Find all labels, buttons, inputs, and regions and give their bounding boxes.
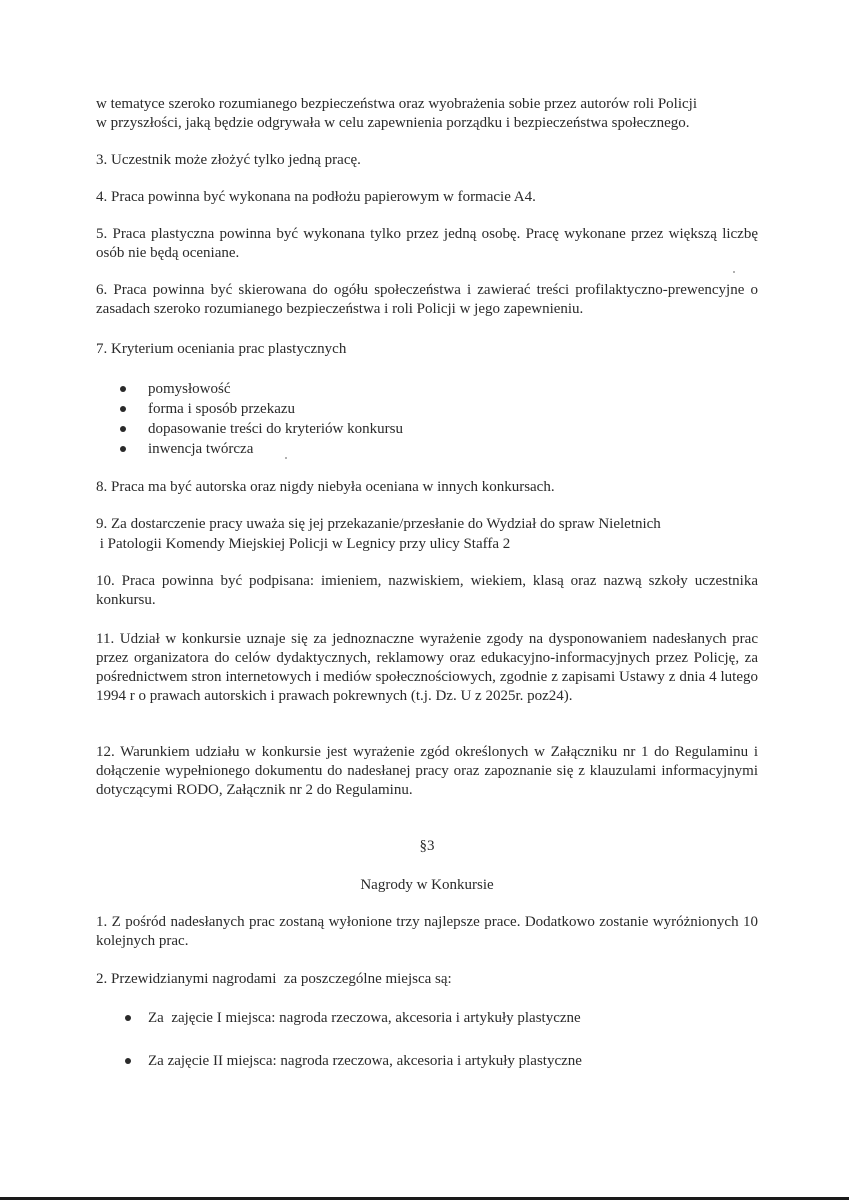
paragraph-10: 10. Praca powinna być podpisana: imieniem, nazwiskiem, wiekiem, klasą oraz nazwą szkoły uczestnika konkursu. [96, 573, 758, 608]
paragraph-11: 11. Udział w konkursie uznaje się za jednoznaczne wyrażenie zgody na dysponowaniem nadesłanych prac przez organizatora do celów dydaktycznych, reklamowy oraz edukacyjno-informacyjnych przez Policję, za pośrednictwem stron internetowych i mediów społecznościowych, zgodnie z zapisami Ustawy z dnia 4 lutego 1994 r o prawach autorskich i prawach pokrewnych (t.j. Dz. U z 2025r. poz24). [96, 631, 758, 704]
section-symbol: §3 [419, 838, 435, 854]
paragraph-7-intro: 7. Kryterium oceniania prac plastycznych [96, 341, 347, 357]
paragraph-3: 3. Uczestnik może złożyć tylko jedną pracę. [96, 152, 361, 168]
list-item: dopasowanie treści do kryteriów konkursu [96, 419, 403, 439]
paragraph-4: 4. Praca powinna być wykonana na podłożu papierowym w formacie A4. [96, 189, 536, 205]
section-3-paragraph-2-intro: 2. Przewidzianymi nagrodami za poszczególne miejsca są: [96, 971, 452, 987]
paragraph-12: 12. Warunkiem udziału w konkursie jest wyrażenie zgód określonych w Załączniku nr 1 do Regulaminu i dołączenie wypełnionego dokumentu do nadesłanej pracy oraz zapoznanie się z klauzulami informacyjnymi dotyczącymi RODO, Załącznik nr 2 do Regulaminu. [96, 744, 758, 798]
criteria-list [96, 379, 403, 459]
paragraph-8: 8. Praca ma być autorska oraz nigdy niebyła oceniana w innych konkursach. [96, 479, 555, 495]
list-item: Za zajęcie II miejsca: nagroda rzeczowa, akcesoria i artykuły plastyczne [96, 1051, 582, 1071]
paragraph-5: 5. Praca plastyczna powinna być wykonana tylko przez jedną osobę. Pracę wykonane przez większą liczbę osób nie będą oceniane. [96, 226, 758, 261]
scan-speck [733, 271, 735, 273]
list-item: Za zajęcie I miejsca: nagroda rzeczowa, akcesoria i artykuły plastyczne [96, 1008, 582, 1028]
paragraph-9-line-2: i Patologii Komendy Miejskiej Policji w Legnicy przy ulicy Staffa 2 [96, 536, 511, 552]
section-title: Nagrody w Konkursie [360, 877, 494, 893]
paragraph-9-line-1: 9. Za dostarczenie pracy uważa się jej przekazanie/przesłanie do Wydział do spraw Nieletnich [96, 516, 661, 532]
intro-line-2: w przyszłości, jaką będzie odgrywała w celu zapewnienia porządku i bezpieczeństwa społecznego. [96, 115, 690, 131]
prizes-list [96, 1008, 582, 1094]
list-item: inwencja twórcza [96, 439, 403, 459]
paragraph-6: 6. Praca powinna być skierowana do ogółu społeczeństwa i zawierać treści profilaktyczno-prewencyjne o zasadach szeroko rozumianego bezpieczeństwa i roli Policji w jego zapewnieniu. [96, 282, 758, 317]
intro-line-1: w tematyce szeroko rozumianego bezpieczeństwa oraz wyobrażenia sobie przez autorów roli Policji [96, 96, 697, 112]
section-3-paragraph-1: 1. Z pośród nadesłanych prac zostaną wyłonione trzy najlepsze prace. Dodatkowo zostanie wyróżnionych 10 kolejnych prac. [96, 914, 758, 949]
list-item: pomysłowość [96, 379, 403, 399]
scan-speck [285, 457, 287, 459]
list-item: forma i sposób przekazu [96, 399, 403, 419]
